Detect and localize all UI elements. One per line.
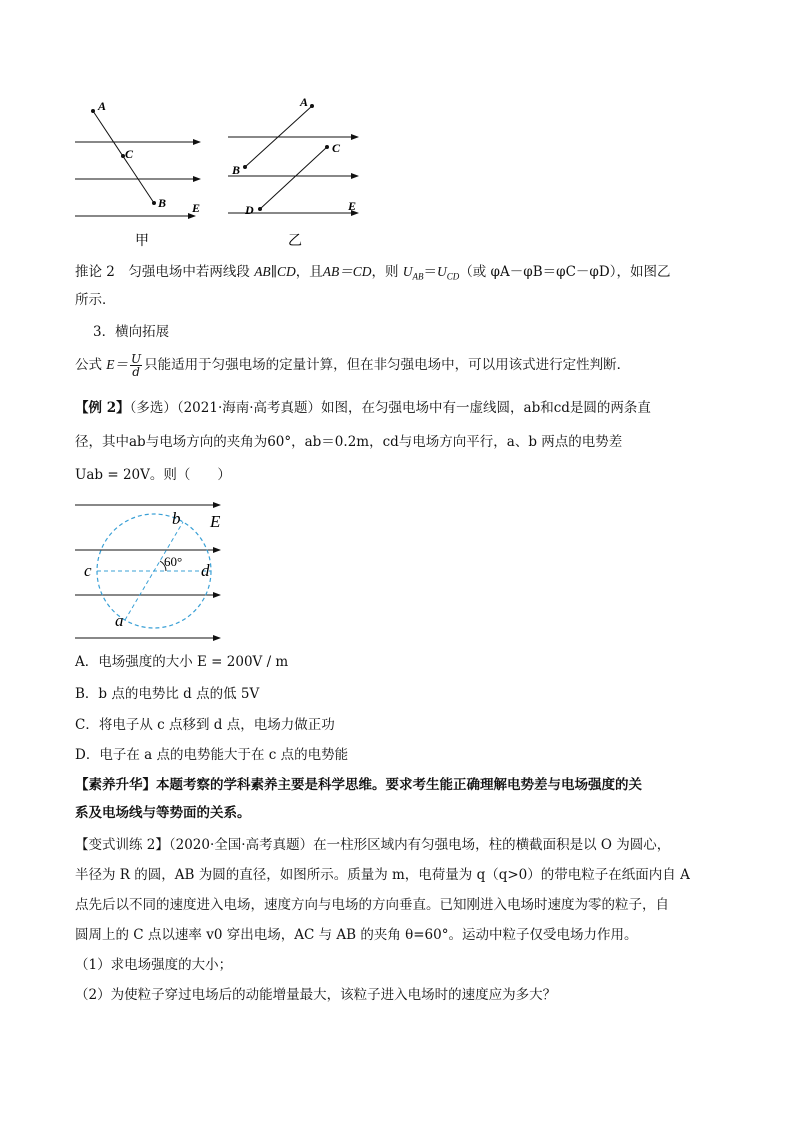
yi-label-C: C — [332, 141, 341, 155]
option-A: A．电场强度的大小 E = 200V / m — [75, 654, 289, 670]
fig2-label-c: c — [84, 561, 92, 580]
jia-label-A: A — [98, 99, 107, 113]
yi-label-A: A — [300, 95, 309, 109]
fig2-label-a: a — [115, 611, 124, 630]
example2-line1: 【例 2】（多选）（2021·海南·高考真题）如图，在匀强电场中有一虚线圆，ab和cd是圆的两条直 — [75, 400, 651, 416]
inference2-line2: 所示． — [75, 292, 116, 308]
literacy-line1: 【素养升华】本题考察的学科素养主要是科学思维。要求考生能正确理解电势差与电场强度的关 — [75, 777, 642, 793]
fig2-label-E: E — [210, 512, 221, 531]
variant2-q2: （2）为使粒子穿过电场后的动能增量最大，该粒子进入电场时的速度应为多大？ — [75, 987, 557, 1003]
variant2-line3: 点先后以不同的速度进入电场，速度方向与电场的方向垂直。已知刚进入电场时速度为零的粒子，自 — [75, 897, 669, 913]
formula-line: 公式 E＝ $\frac{U}{d}$ 只能适用于匀强电场的定量计算，但在非匀强电场中，可以用该式进行定性判断． — [75, 352, 631, 379]
option-B: B．b 点的电势比 d 点的低 5V — [75, 686, 260, 702]
jia-caption: 甲 — [135, 234, 149, 249]
example2-line2: 径，其中ab与电场方向的夹角为60°，ab＝0.2m，cd与电场方向平行，a、b 两点的电势差 — [75, 434, 623, 450]
figure-jia-yi — [70, 92, 370, 252]
fig2-angle: 60° — [164, 554, 183, 569]
inference2-line1: 推论 2 匀强电场中若两线段 AB∥CD，且AB＝CD，则 $U_{AB}=U_{CD}$（或 φA－φB＝φC－φD），如图乙 — [75, 264, 671, 282]
yi-label-B: B — [232, 163, 241, 177]
jia-label-C: C — [125, 147, 134, 161]
formula-fraction: $\frac{U}{d}$ — [131, 352, 142, 379]
variant2-line4: 圆周上的 C 点以速率 v0 穿出电场，AC 与 AB 的夹角 θ=60°。运动中粒子仅受电场力作用。 — [75, 927, 638, 943]
example2-line3: Uab = 20V。则（ ） — [75, 467, 231, 483]
option-C: C．将电子从 c 点移到 d 点，电场力做正功 — [75, 717, 335, 733]
fig2-label-b: b — [172, 509, 181, 528]
figure-circle-field — [70, 495, 240, 645]
figure-jia — [75, 99, 200, 249]
yi-caption: 乙 — [288, 234, 302, 249]
variant2-q1: （1）求电场强度的大小； — [75, 957, 233, 973]
figure-yi — [228, 95, 358, 249]
jia-label-E: E — [192, 201, 201, 215]
variant2-line2: 半径为 R 的圆，AB 为圆的直径，如图所示。质量为 m，电荷量为 q（q>0）的带电粒子在纸面内自 A — [75, 867, 690, 883]
yi-label-D: D — [245, 203, 254, 217]
option-D: D．电子在 a 点的电势能大于在 c 点的电势能 — [75, 747, 349, 763]
jia-label-B: B — [158, 196, 167, 210]
section3-title: 3．横向拓展 — [93, 324, 170, 340]
literacy-line2: 系及电场线与等势面的关系。 — [75, 805, 251, 821]
fig2-label-d: d — [201, 561, 210, 580]
yi-label-E: E — [348, 199, 357, 213]
variant2-line1: 【变式训练 2】（2020·全国·高考真题）在一柱形区域内有匀强电场，柱的横截面积是以 O 为圆心， — [75, 837, 671, 853]
